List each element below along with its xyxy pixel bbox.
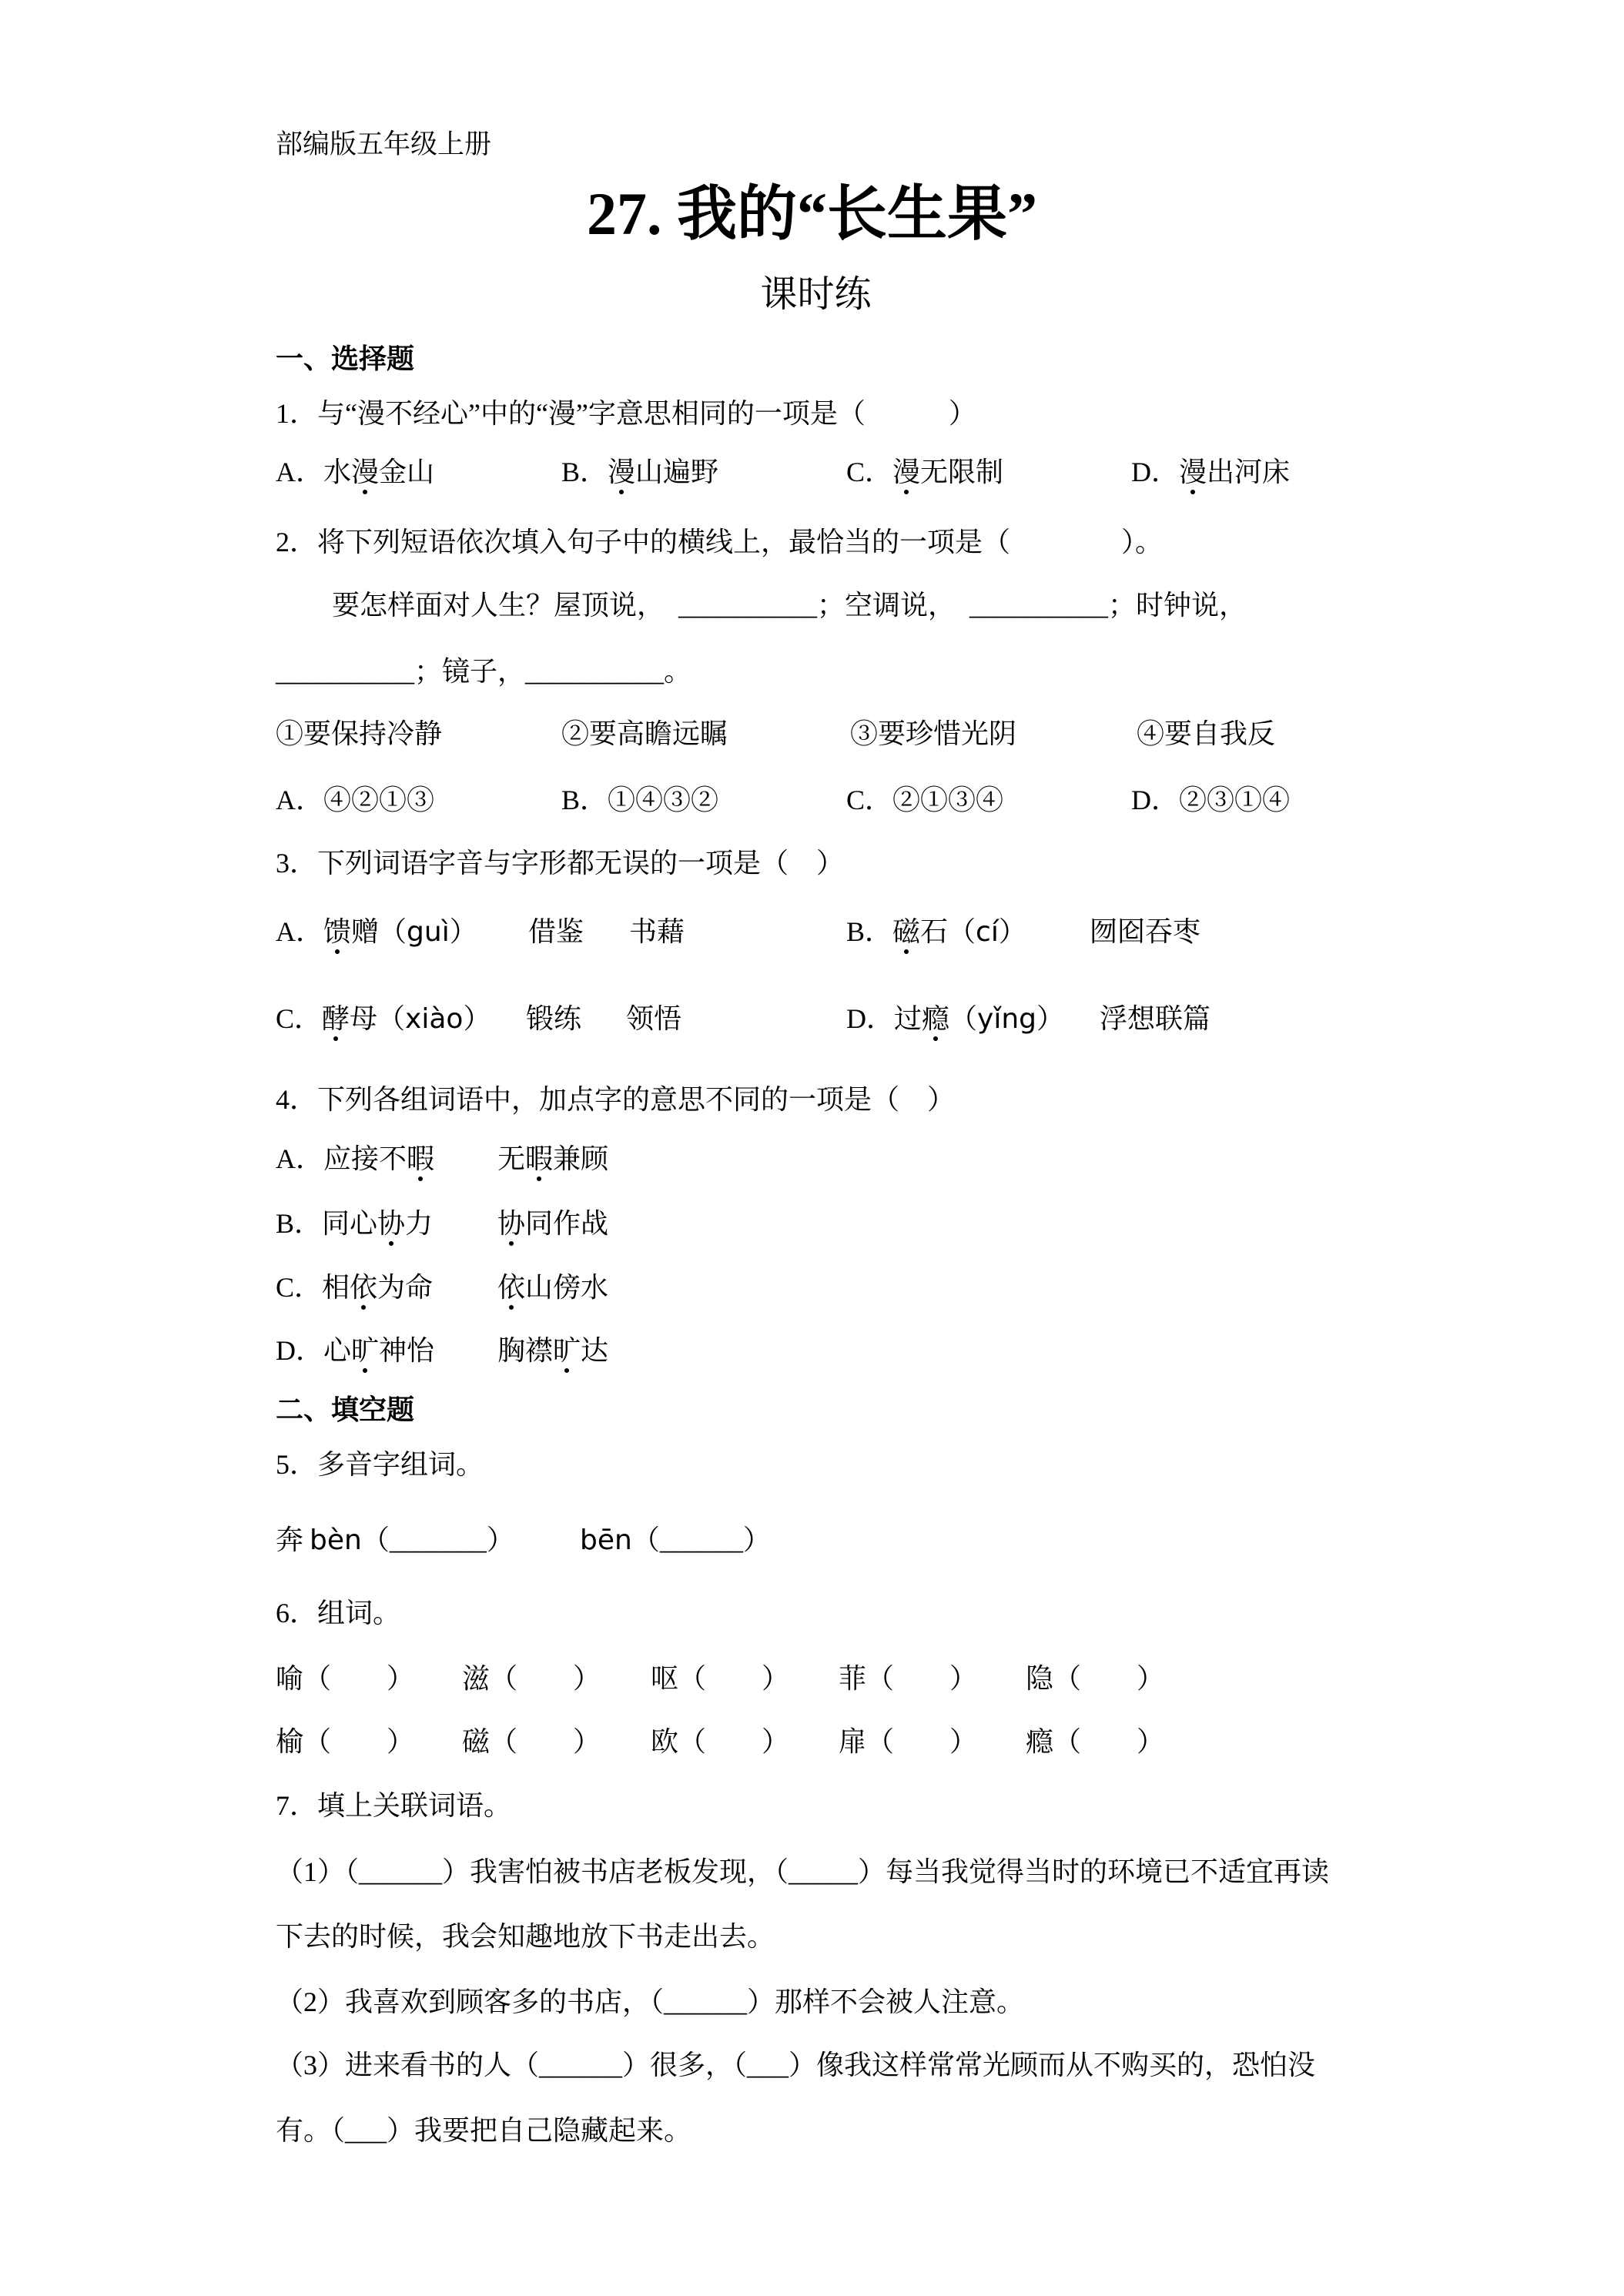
question-stem: 6．组词。 (276, 1598, 401, 1628)
option-word-2 (497, 1331, 608, 1370)
option-a: A．④②①③ (276, 785, 434, 815)
option-text: 山遍野 (635, 457, 719, 487)
option-label: C． (276, 1003, 323, 1034)
word-item: 喻（ ） (276, 1663, 415, 1694)
emphasized-char: 旷 (351, 1331, 379, 1370)
option-text: 金山 (379, 457, 435, 487)
option-label: A． (276, 457, 323, 487)
option-word-2 (497, 1204, 608, 1243)
option-text: 山傍水 (525, 1272, 609, 1303)
emphasized-char: 暇 (407, 1140, 434, 1178)
option-word-1 (276, 1268, 433, 1307)
pinyin: （xiào） (377, 1003, 491, 1035)
word-item: 瘾（ ） (1026, 1726, 1165, 1757)
pinyin: bèn (310, 1525, 362, 1556)
option-text: 达 (581, 1335, 609, 1366)
passage-line: __________；镜子，__________。 (276, 656, 692, 687)
option-text: 兼顾 (553, 1143, 609, 1174)
section-heading: 一、选择题 (276, 343, 415, 374)
question-stem: 2．将下列短语依次填入句子中的横线上，最恰当的一项是（ ）。 (276, 527, 1164, 557)
option-c: C．②①③④ (846, 785, 1004, 815)
word-item: 欧（ ） (651, 1726, 790, 1757)
option-label: A． (276, 1143, 323, 1174)
option-text: 力 (405, 1208, 434, 1239)
option-label: B． (276, 1208, 323, 1239)
emphasized-char: 馈 (323, 912, 351, 951)
emphasized-char: 漫 (892, 453, 920, 491)
reading-row (0, 1521, 1624, 1559)
word-item: 榆（ ） (276, 1726, 415, 1757)
pinyin: （guì） (379, 916, 477, 948)
option-c (846, 453, 1003, 491)
passage-line: 要怎样面对人生？屋顶说， __________；空调说， __________；时钟说， (332, 590, 1247, 621)
option-word: 锻练 (526, 1003, 582, 1034)
word-item: 磁（ ） (462, 1726, 601, 1757)
emphasized-char: 依 (350, 1268, 377, 1307)
option-row (0, 453, 1624, 491)
option-word: 书藉 (629, 916, 685, 947)
option-a (276, 912, 477, 952)
question-stem: 1．与“漫不经心”中的“漫”字意思相同的一项是（ ） (276, 398, 976, 429)
option-text: 水 (323, 457, 352, 487)
option-word: 浮想联篇 (1100, 1003, 1211, 1034)
phrase-1: ①要保持冷静 (276, 718, 443, 749)
emphasized-char: 协 (377, 1204, 405, 1243)
emphasized-char: 磁 (892, 912, 920, 951)
option-b: B．①④③② (561, 785, 719, 815)
option-c (0, 1268, 1624, 1307)
phrase-2: ②要高瞻远瞩 (561, 718, 728, 749)
emphasized-char: 漫 (351, 453, 379, 491)
word-row (0, 1722, 1624, 1761)
option-d (1131, 453, 1290, 491)
polyphone-char: 奔 (276, 1525, 304, 1555)
phrase-4: ④要自我反 (1137, 718, 1276, 749)
pinyin: （cí） (948, 916, 1026, 948)
emphasized-char: 依 (497, 1268, 525, 1307)
option-text: 应接不 (323, 1143, 407, 1174)
option-b (0, 1204, 1624, 1243)
series-label: 部编版五年级上册 (276, 129, 492, 159)
option-text: 胸襟 (497, 1335, 554, 1366)
option-text: 过 (894, 1003, 922, 1034)
sentence-line: （3）进来看书的人（______）很多，（___）像我这样常常光顾而从不购买的，恐怕没 (276, 2050, 1316, 2080)
option-text: 出河床 (1207, 457, 1291, 487)
lesson-title: 27. 我的“长生果” (586, 180, 1037, 247)
option-a (276, 453, 434, 491)
question-stem: 7．填上关联词语。 (276, 1790, 512, 1821)
word-item: 菲（ ） (839, 1663, 978, 1694)
answer-blank: （_______） (361, 1525, 514, 1555)
option-b (561, 453, 718, 491)
lesson-subtitle: 课时练 (760, 274, 872, 315)
option-text: 同作战 (525, 1208, 609, 1239)
emphasized-char: 协 (497, 1204, 525, 1243)
pinyin: （yǐng） (949, 1003, 1065, 1035)
option-word-1 (276, 1204, 433, 1243)
option-word-1 (276, 1140, 434, 1178)
option-b (846, 912, 1026, 952)
reading-2 (580, 1521, 771, 1560)
question-stem: 3．下列词语字音与字形都无误的一项是（ ） (276, 848, 845, 879)
option-label: D． (276, 1335, 323, 1366)
option-c (276, 999, 491, 1039)
option-label: C． (846, 457, 893, 487)
option-text: 神怡 (379, 1335, 435, 1366)
phrase-row (0, 715, 1624, 753)
option-label: A． (276, 916, 323, 947)
option-text: 心 (323, 1335, 352, 1366)
emphasized-char: 漫 (1179, 453, 1207, 491)
sentence-line: （1）（______）我害怕被书店老板发现，（_____）每当我觉得当时的环境已不适宜再读 (276, 1856, 1330, 1887)
option-text: 同心 (322, 1208, 378, 1239)
option-label: B． (561, 457, 608, 487)
option-text: 母 (350, 1003, 378, 1034)
option-row (0, 912, 1624, 951)
option-text: 无限制 (920, 457, 1004, 487)
option-d: D．②③①④ (1131, 785, 1290, 815)
reading-1 (276, 1521, 514, 1560)
option-text: 赠 (351, 916, 380, 947)
option-word: 领悟 (626, 1003, 682, 1034)
option-text: 无 (497, 1143, 526, 1174)
word-row (0, 1659, 1624, 1698)
word-item: 滋（ ） (462, 1663, 601, 1694)
option-text: 为命 (377, 1272, 434, 1303)
option-label: D． (1131, 457, 1179, 487)
option-label: C． (276, 1272, 323, 1303)
phrase-3: ③要珍惜光阴 (850, 718, 1017, 749)
option-label: D． (846, 1003, 894, 1034)
question-stem: 5．多音字组词。 (276, 1449, 484, 1480)
option-text: 相 (322, 1272, 350, 1303)
option-text: 石 (920, 916, 949, 947)
option-a (0, 1140, 1624, 1178)
word-item: 隐（ ） (1026, 1663, 1165, 1694)
option-word-2 (497, 1140, 608, 1178)
option-d (846, 999, 1064, 1039)
word-item: 扉（ ） (839, 1726, 978, 1757)
option-word-2 (497, 1268, 608, 1307)
option-d (0, 1331, 1624, 1370)
option-label: B． (846, 916, 893, 947)
question-stem: 4．下列各组词语中，加点字的意思不同的一项是（ ） (276, 1084, 956, 1115)
answer-blank: （______） (631, 1525, 771, 1555)
option-row (0, 781, 1624, 819)
word-item: 呕（ ） (651, 1663, 790, 1694)
sentence-line: （2）我喜欢到顾客多的书店，（______）那样不会被人注意。 (276, 1986, 1025, 2017)
option-row (0, 999, 1624, 1038)
option-word-1 (276, 1331, 434, 1370)
pinyin: bēn (580, 1525, 632, 1556)
emphasized-char: 暇 (525, 1140, 553, 1178)
sentence-line: 下去的时候，我会知趣地放下书走出去。 (276, 1921, 775, 1952)
emphasized-char: 旷 (553, 1331, 581, 1370)
emphasized-char: 酵 (322, 999, 350, 1038)
emphasized-char: 漫 (608, 453, 635, 491)
option-word: 囫囵吞枣 (1090, 916, 1201, 947)
sentence-line: 有。（___）我要把自己隐藏起来。 (276, 2115, 692, 2146)
section-heading: 二、填空题 (276, 1394, 415, 1425)
option-word: 借鉴 (528, 916, 584, 947)
emphasized-char: 瘾 (922, 999, 949, 1038)
